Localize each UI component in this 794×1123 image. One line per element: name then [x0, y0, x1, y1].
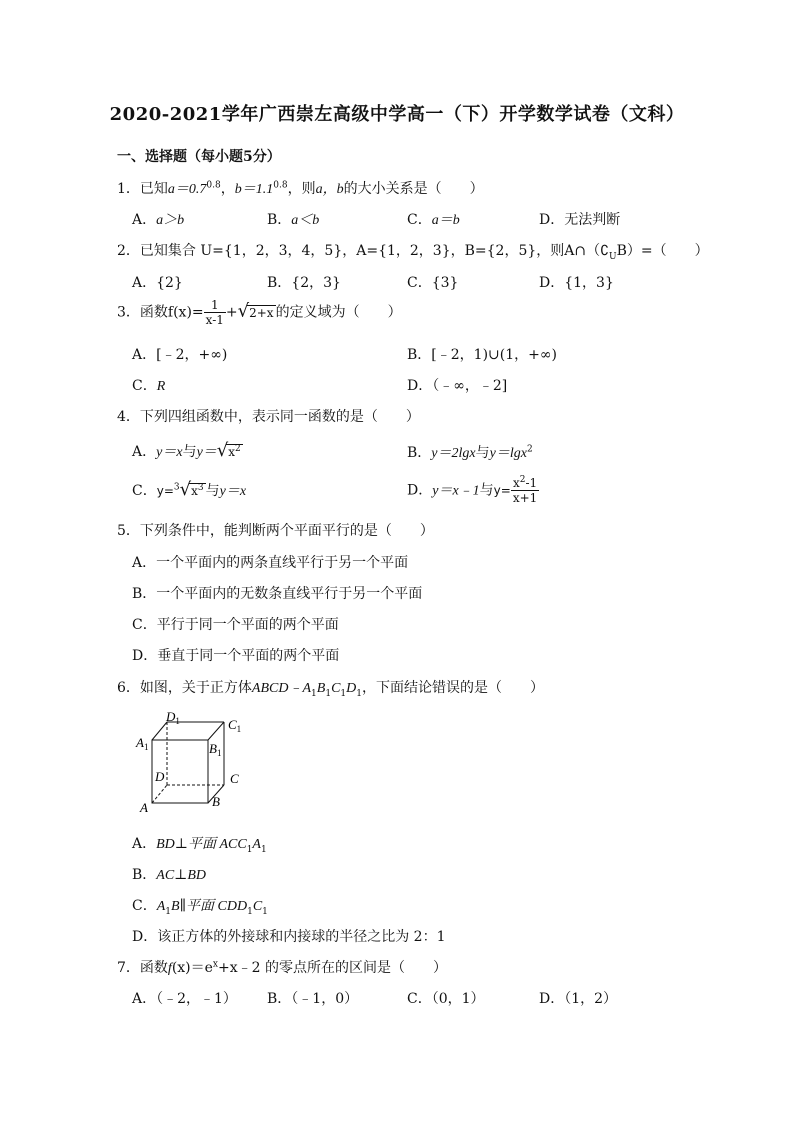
cube-diagram [130, 705, 260, 815]
question-3: 3．函数f(x)= $\frac{1}{x-1}$ +√2+x 的定义域为（ ） [117, 298, 402, 327]
q3-option-a[interactable]: A．[﹣2，+∞) [132, 347, 228, 363]
cube-edge-a1d1 [152, 722, 167, 740]
sqrt-sign-icon: √ [237, 300, 250, 322]
label-a: A [140, 800, 148, 815]
q6-option-d[interactable]: D．该正方体的外接球和内接球的半径之比为 2：1 [132, 929, 446, 945]
question-2: 2．已知集合 U={1，2，3，4，5}，A={1，2，3}，B={2，5}，则$A\cap(∁_UB)=$（ ） [117, 243, 709, 262]
q3-option-d[interactable]: D．（﹣∞，﹣2] [407, 378, 508, 394]
q2-option-a[interactable]: A．{2} [132, 275, 183, 291]
q2-option-d[interactable]: D．{1，3} [539, 275, 614, 291]
q2-option-b[interactable]: B．{2，3} [267, 275, 341, 291]
q5-option-c[interactable]: C．平行于同一个平面的两个平面 [132, 617, 339, 633]
q7-option-c[interactable]: C．（0，1） [407, 991, 485, 1007]
cube-edge-b1c1 [208, 722, 224, 740]
label-c: C [230, 771, 239, 786]
label-d1: $D_1$ [166, 709, 180, 726]
cube-hidden-ad [152, 785, 167, 803]
q3-fraction: $\frac{1}{x-1}$ [205, 298, 224, 327]
label-a1: $A_1$ [136, 735, 149, 752]
q2-option-c[interactable]: C．{3} [407, 275, 459, 291]
q1-option-d[interactable]: D．无法判断 [539, 212, 621, 228]
q3-option-b[interactable]: B．[﹣2，1)∪(1，+∞) [407, 347, 557, 363]
q4-option-a[interactable]: A．y＝x与$y=√x^2$ [132, 440, 241, 461]
question-6: 6．如图，关于正方体$ABCD﹣A_1B_1C_1D_1$，下面结论错误的是（ ） [117, 680, 544, 699]
q1-option-b[interactable]: B．a＜b [267, 212, 320, 228]
label-b1: $B_1$ [209, 741, 222, 758]
question-1: 1．已知$a=0.7^{0.8}$，$b=1.1^{0.8}$，则a，b的大小关系是（ ） [117, 180, 484, 197]
question-7: 7．函数$f(x)=e^x+x﹣2$ 的零点所在的区间是（ ） [117, 959, 447, 976]
label-b: B [212, 794, 220, 809]
question-5: 5．下列条件中，能判断两个平面平行的是（ ） [117, 523, 434, 539]
q1-option-c[interactable]: C．a＝b [407, 212, 460, 228]
section-heading: 一、选择题（每小题5分） [117, 149, 281, 165]
q6-option-b[interactable]: B．AC⊥BD [132, 867, 207, 883]
q7-option-b[interactable]: B．（﹣1，0） [267, 991, 359, 1007]
label-d: D [155, 769, 165, 784]
q4-option-d[interactable]: D．y＝x﹣1与y= $\frac{x^2-1}{x+1}$ [407, 475, 538, 505]
q3-option-c[interactable]: C．R [132, 378, 166, 394]
q5-option-d[interactable]: D．垂直于同一个平面的两个平面 [132, 648, 340, 664]
question-4: 4．下列四组函数中，表示同一函数的是（ ） [117, 409, 420, 425]
q6-option-a[interactable]: A．BD⊥平面 $ACC_1A_1$ [132, 836, 267, 855]
q5-option-a[interactable]: A．一个平面内的两条直线平行于另一个平面 [132, 555, 409, 571]
exam-title: 2020-2021学年广西崇左高级中学高一（下）开学数学试卷（文科） [109, 104, 685, 125]
q1-option-a[interactable]: A．a＞b [132, 212, 185, 228]
label-c1: $C_1$ [228, 717, 242, 734]
q4-option-c[interactable]: C．$y=^3√x^3$ 与y＝x [132, 479, 247, 500]
q5-option-b[interactable]: B．一个平面内的无数条直线平行于另一个平面 [132, 586, 423, 602]
q7-option-a[interactable]: A．（﹣2，﹣1） [132, 991, 237, 1007]
q4-option-b[interactable]: B．y＝2lgx与y＝lgx$^2$ [407, 444, 533, 461]
q7-option-d[interactable]: D．（1，2） [539, 991, 618, 1007]
q6-option-c[interactable]: C．$A_1B\parallel$平面 $CDD_1C_1$ [132, 898, 268, 917]
